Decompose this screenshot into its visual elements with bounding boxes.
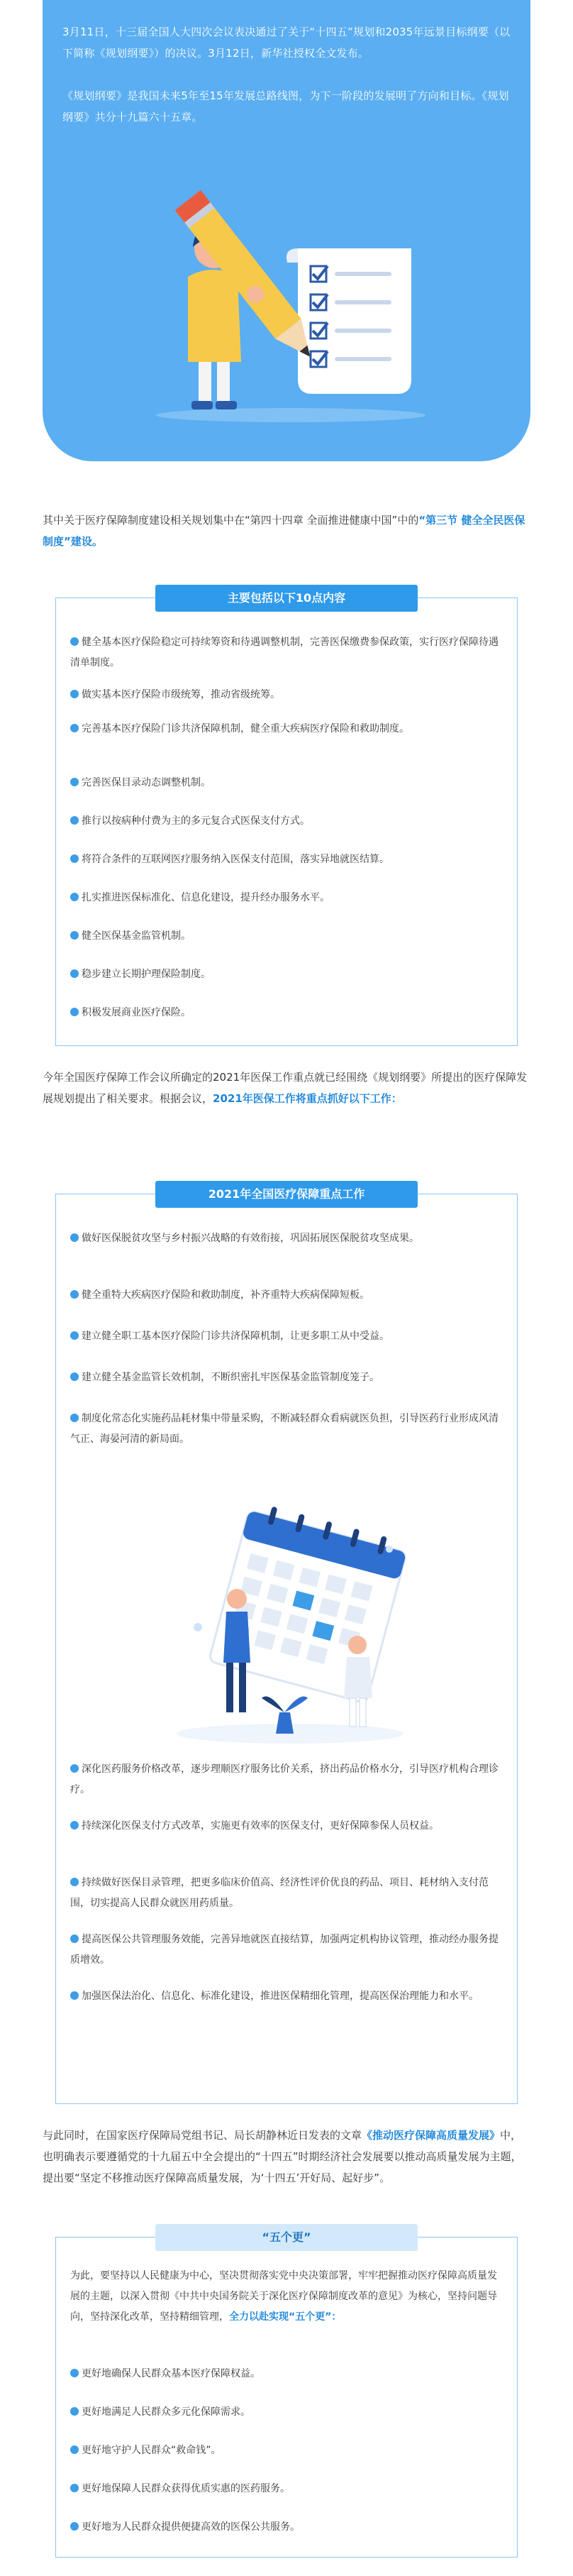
list-item-text: 做实基本医疗保险市级统筹，推动省级统筹。 (82, 689, 280, 700)
list-item (69, 2479, 506, 2499)
list-item (69, 1759, 506, 1800)
bullet-dot-icon (70, 816, 79, 825)
bullet-dot-icon (70, 2484, 79, 2492)
list-item-text: 持续做好医保目录管理，把更多临床价值高、经济性评价优良的药品、项目、耗材纳入支付范围，切实提高人民群众就医用药质量。 (70, 1877, 489, 1909)
mid1-highlight: 2021年医保工作将重点抓好以下工作： (213, 1092, 402, 1105)
list-item (69, 926, 506, 947)
intro-text: 其中关于医疗保障制度建设相关规划集中在“第四十四章 全面推进健康中国”中的 (43, 514, 419, 527)
list-item (69, 964, 506, 985)
list-item-text: 更好地保障人民群众获得优质实惠的医药服务。 (82, 2483, 290, 2494)
bullet-dot-icon (70, 1233, 79, 1242)
five-better-intro-text: 为此，要坚持以人民健康为中心，坚决贯彻落实党中央决策部署，牢牢把握推动医疗保障高质量发展的主题，以深入贯彻《中共中央国务院关于深化医疗保障制度改革的意见》为核心，坚持问题导向，坚持深化改革，坚持精细管理， (70, 2270, 497, 2323)
bullet-dot-icon (70, 1934, 79, 1943)
pencil-checklist-illustration (149, 142, 433, 426)
intro-highlight: “第三节 健全全民医保制度”建设。 (43, 514, 525, 548)
calendar-people-illustration (169, 1485, 411, 1748)
five-better-title: “五个更” (155, 2224, 418, 2251)
bullet-dot-icon (70, 2445, 79, 2454)
list-item (69, 888, 506, 908)
list-item (69, 1326, 506, 1347)
key-points-box (55, 591, 518, 1046)
list-item-text: 更好地满足人民群众多元化保障需求。 (82, 2406, 250, 2418)
key-points-title: 主要包括以下10点内容 (155, 585, 418, 612)
list-item (69, 2517, 506, 2538)
bullet-dot-icon (70, 1331, 79, 1340)
list-item (69, 1873, 506, 1914)
list-item (69, 1816, 506, 1837)
bullet-dot-icon (70, 893, 79, 901)
hero-banner (43, 0, 530, 461)
list-item (69, 773, 506, 793)
list-item (69, 1003, 506, 1023)
list-item-text: 健全基本医疗保险稳定可持续筹资和待遇调整机制，完善医保缴费参保政策，实行医疗保障待遇清单制度。 (70, 637, 499, 668)
bullet-dot-icon (70, 778, 79, 786)
bullet-dot-icon (70, 931, 79, 940)
list-item (69, 2440, 506, 2461)
bullet-dot-icon (70, 2369, 79, 2377)
list-item (69, 811, 506, 832)
mid2-text-2: 中，也明确表示要遵循党的十九届五中全会提出的“十四五”时期经济社会发展要以推动高质量发展为主题，提出要“坚定不移推动医疗保障高质量发展，为‘十四五’开好局、起好步”。 (43, 2129, 522, 2184)
list-item (69, 632, 506, 673)
bullet-dot-icon (70, 854, 79, 863)
list-item (69, 1930, 506, 1971)
list-item-text: 更好地守护人民群众“救命钱”。 (82, 2445, 221, 2456)
list-item-text: 推行以按病种付费为主的多元复合式医保支付方式。 (82, 815, 310, 827)
intro-paragraph (43, 510, 530, 552)
list-item (69, 1409, 506, 1450)
bullet-dot-icon (70, 1878, 79, 1886)
bullet-dot-icon (70, 1991, 79, 2000)
list-item-text: 扎实推进医保标准化、信息化建设，提升经办服务水平。 (82, 892, 330, 903)
hero-paragraph-1: 3月11日，十三届全国人大四次会议表决通过了关于“十四五”规划和2035年远景目标纲要（以下简称《规划纲要》）的决议。3月12日，新华社授权全文发布。 (62, 26, 511, 60)
list-item-text: 持续深化医保支付方式改革，实施更有效率的医保支付，更好保障参保人员权益。 (82, 1820, 439, 1832)
work-meeting-paragraph (43, 1067, 530, 1109)
mid2-text-1: 与此同时，在国家医疗保障局党组书记、局长胡静林近日发表的文章 (43, 2129, 362, 2142)
bullet-dot-icon (70, 637, 79, 646)
list-item (69, 685, 506, 705)
list-item-text: 做好医保脱贫攻坚与乡村振兴战略的有效衔接，巩固拓展医保脱贫攻坚成果。 (82, 1233, 419, 1244)
list-item-text: 更好地确保人民群众基本医疗保障权益。 (82, 2368, 260, 2379)
bullet-dot-icon (70, 1008, 79, 1016)
list-item (69, 2364, 506, 2384)
bullet-dot-icon (70, 1290, 79, 1299)
list-item (69, 849, 506, 870)
list-item-text: 完善基本医疗保险门诊共济保障机制，健全重大疾病医疗保险和救助制度。 (82, 723, 409, 734)
bullet-dot-icon (70, 1414, 79, 1422)
list-item-text: 稳步建立长期护理保险制度。 (82, 969, 211, 980)
list-item-text: 制度化常态化实施药品耗材集中带量采购，不断减轻群众看病就医负担，引导医药行业形成风清气正、海晏河清的新局面。 (70, 1413, 499, 1445)
key-work-2021-title: 2021年全国医疗保障重点工作 (155, 1181, 418, 1208)
list-item-text: 积极发展商业医疗保险。 (82, 1007, 191, 1018)
hero-paragraph-2: 《规划纲要》是我国未来5年至15年发展总路线图，为下一阶段的发展明了方向和目标。《规划纲要》共分十九篇六十五章。 (62, 89, 509, 123)
five-better-intro (69, 2266, 506, 2328)
checklist-paper-icon (286, 248, 411, 394)
mid1-text: 今年全国医疗保障工作会议所确定的2021年医保工作重点就已经围绕《规划纲要》所提出的医疗保障发展规划提出了相关要求。根据会议， (43, 1071, 528, 1105)
bullet-dot-icon (70, 2407, 79, 2416)
list-item (69, 1285, 506, 1306)
list-item-text: 深化医药服务价格改革，逐步理顺医疗服务比价关系，挤出药品价格水分，引导医疗机构合理诊疗。 (70, 1763, 499, 1795)
list-item (69, 1228, 506, 1249)
bullet-dot-icon (70, 969, 79, 978)
list-item-text: 建立健全基金监管长效机制，不断织密扎牢医保基金监管制度笼子。 (82, 1372, 379, 1383)
bullet-dot-icon (70, 1821, 79, 1829)
bullet-dot-icon (70, 2522, 79, 2531)
bullet-dot-icon (70, 724, 79, 732)
list-item (69, 1986, 506, 2007)
list-item-text: 健全重特大疾病医疗保险和救助制度，补齐重特大疾病保障短板。 (82, 1289, 369, 1301)
bullet-dot-icon (70, 1372, 79, 1381)
list-item (69, 719, 506, 739)
list-item (69, 2402, 506, 2423)
list-item-text: 完善医保目录动态调整机制。 (82, 777, 211, 788)
bullet-dot-icon (70, 690, 79, 698)
list-item-text: 健全医保基金监管机制。 (82, 930, 191, 942)
article-reference-paragraph (43, 2125, 530, 2189)
list-item-text: 将符合条件的互联网医疗服务纳入医保支付范围，落实异地就医结算。 (82, 854, 389, 865)
list-item-text: 更好地为人民群众提供便捷高效的医保公共服务。 (82, 2521, 300, 2533)
bullet-dot-icon (70, 1764, 79, 1773)
five-better-intro-highlight: 全力以赴实现“五个更”： (229, 2311, 342, 2323)
list-item (69, 1367, 506, 1388)
list-item-text: 提高医保公共管理服务效能，完善异地就医直接结算，加强两定机构协议管理，推动经办服务提质增效。 (70, 1934, 499, 1966)
five-better-box (55, 2230, 518, 2558)
key-work-2021-box (55, 1187, 518, 2104)
list-item-text: 建立健全职工基本医疗保险门诊共济保障机制，让更多职工从中受益。 (82, 1331, 389, 1342)
mid2-highlight: 《推动医疗保障高质量发展》 (362, 2129, 501, 2142)
list-item-text: 加强医保法治化、信息化、标准化建设，推进医保精细化管理，提高医保治理能力和水平。 (82, 1991, 479, 2002)
